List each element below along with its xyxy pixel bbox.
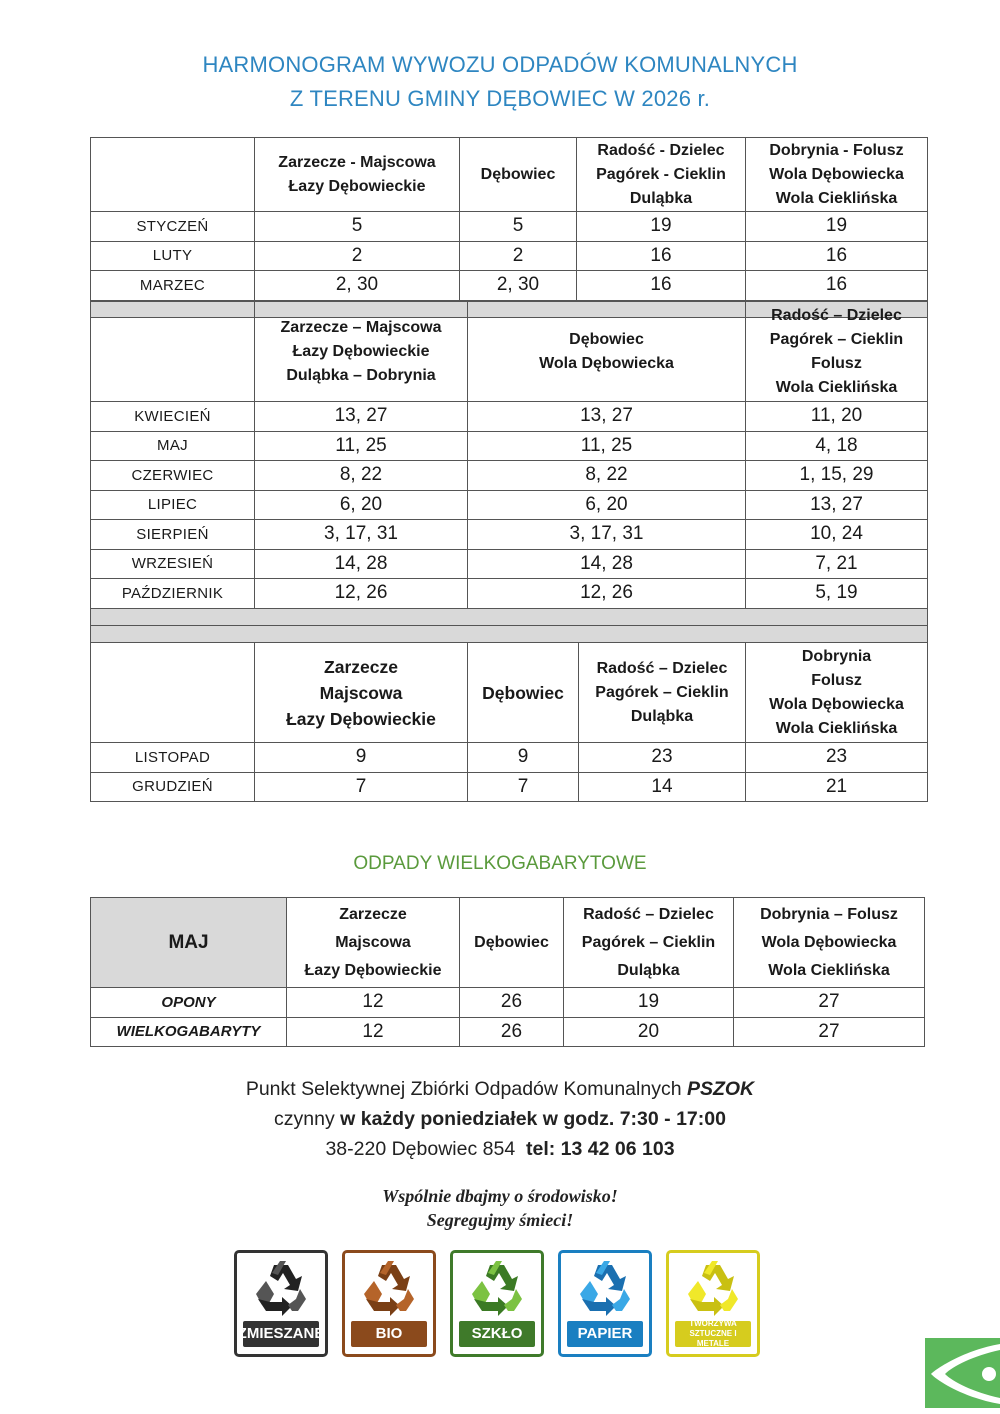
pickup-dates: 9 [468, 743, 579, 773]
bin-label-card [450, 1250, 544, 1357]
table-row [91, 520, 928, 550]
column-header: Dębowiec [460, 898, 564, 988]
schedule-table-apr-oct [90, 301, 928, 626]
month-label: MAJ [91, 431, 255, 461]
pickup-dates: 19 [577, 212, 746, 242]
pickup-date: 27 [734, 1017, 925, 1047]
column-header: Dobrynia Folusz Wola Dębowiecka Wola Cieklińska [746, 643, 928, 743]
bin-label-text: PAPIER [567, 1321, 643, 1347]
column-header: Zarzecze Majscowa Łazy Dębowieckie [255, 643, 468, 743]
table-row [91, 579, 928, 609]
pickup-date: 19 [564, 988, 734, 1018]
bulky-waste-table [90, 897, 925, 1047]
table-row [91, 461, 928, 491]
pickup-dates: 12, 26 [255, 579, 468, 609]
page-title-line2: Z TERENU GMINY DĘBOWIEC W 2026 r. [289, 86, 711, 111]
column-header: Dębowiec Wola Dębowiecka [468, 302, 746, 402]
column-header: Zarzecze - Majscowa Łazy Dębowieckie [255, 138, 460, 212]
slogan-line2: Segregujmy śmieci! [426, 1210, 574, 1230]
pickup-dates: 14, 28 [468, 549, 746, 579]
waste-bin-labels [234, 1250, 760, 1357]
month-label: CZERWIEC [91, 461, 255, 491]
column-header: Radość – Dzielec Pagórek – Cieklin Duląbka [564, 898, 734, 988]
pickup-dates: 23 [579, 743, 746, 773]
bin-label-card [234, 1250, 328, 1357]
column-header: Dębowiec [468, 643, 579, 743]
table-row [91, 241, 928, 271]
pickup-dates: 1, 15, 29 [746, 461, 928, 491]
month-label: GRUDZIEŃ [91, 772, 255, 802]
pszok-phone: tel: 13 42 06 103 [526, 1138, 675, 1160]
pickup-dates: 7, 21 [746, 549, 928, 579]
pickup-date: 12 [287, 1017, 460, 1047]
table-body [91, 402, 928, 626]
pickup-date: 20 [564, 1017, 734, 1047]
pickup-dates: 5 [460, 212, 577, 242]
pickup-dates: 7 [255, 772, 468, 802]
municipality-logo-icon [925, 1338, 1000, 1408]
recycle-icon [684, 1259, 742, 1317]
recycle-icon [576, 1259, 634, 1317]
table-row [91, 271, 928, 301]
pickup-dates: 8, 22 [255, 461, 468, 491]
month-label: PAŹDZIERNIK [91, 579, 255, 609]
schedule-table-nov-dec [90, 625, 928, 802]
pickup-dates: 2 [255, 241, 460, 271]
corner-cell [91, 643, 255, 743]
bin-label-card [558, 1250, 652, 1357]
month-label: MARZEC [91, 271, 255, 301]
pickup-dates: 16 [577, 241, 746, 271]
pickup-dates: 21 [746, 772, 928, 802]
recycle-icon [252, 1259, 310, 1317]
pickup-dates: 11, 20 [746, 402, 928, 432]
table-row [91, 772, 928, 802]
bin-label-card [666, 1250, 760, 1357]
pszok-hours-text: czynny [274, 1108, 341, 1130]
pickup-dates: 19 [746, 212, 928, 242]
corner-cell [91, 302, 255, 402]
column-header: Radość - Dzielec Pagórek - Cieklin Duląbka [577, 138, 746, 212]
pickup-dates: 11, 25 [468, 431, 746, 461]
pickup-dates: 13, 27 [255, 402, 468, 432]
table-row [91, 212, 928, 242]
pickup-dates: 2 [460, 241, 577, 271]
month-label: KWIECIEŃ [91, 402, 255, 432]
bin-label-text: BIO [351, 1321, 427, 1347]
pszok-hours [0, 1108, 1000, 1131]
pickup-dates: 12, 26 [468, 579, 746, 609]
pickup-dates: 16 [746, 271, 928, 301]
pickup-dates: 11, 25 [255, 431, 468, 461]
recycle-icon [468, 1259, 526, 1317]
table-row [91, 988, 925, 1018]
pickup-dates: 23 [746, 743, 928, 773]
table-row [91, 402, 928, 432]
table-row [91, 549, 928, 579]
month-label: STYCZEŃ [91, 212, 255, 242]
table-header-row [91, 302, 928, 402]
table-row [91, 490, 928, 520]
pszok-acronym: PSZOK [686, 1078, 755, 1100]
table-header-row [91, 138, 928, 212]
column-header: Dębowiec [460, 138, 577, 212]
pickup-dates: 9 [255, 743, 468, 773]
column-header: Dobrynia – Folusz Wola Dębowiecka Wola Cieklińska [734, 898, 925, 988]
waste-type-label: WIELKOGABARYTY [91, 1017, 287, 1047]
table-row [91, 431, 928, 461]
pszok-hours-value: w każdy poniedziałek w godz. 7:30 - 17:00 [340, 1108, 726, 1130]
table-header-row [91, 643, 928, 743]
table-header-row [91, 898, 925, 988]
column-header: Zarzecze – Majscowa Łazy Dębowieckie Duląbka – Dobrynia [255, 302, 468, 402]
pickup-dates: 2, 30 [460, 271, 577, 301]
pickup-dates: 14, 28 [255, 549, 468, 579]
separator-row [91, 608, 928, 625]
corner-cell [91, 138, 255, 212]
pickup-date: 12 [287, 988, 460, 1018]
month-label: LUTY [91, 241, 255, 271]
slogan-line1: Wspólnie dbajmy o środowisko! [382, 1186, 618, 1206]
bin-label-text: SZKŁO [459, 1321, 535, 1347]
pickup-dates: 6, 20 [255, 490, 468, 520]
separator [91, 626, 928, 643]
pickup-dates: 13, 27 [746, 490, 928, 520]
month-header: MAJ [91, 898, 287, 988]
recycle-icon [360, 1259, 418, 1317]
column-header: Dobrynia - Folusz Wola Dębowiecka Wola Cieklińska [746, 138, 928, 212]
pszok-address [0, 1138, 1000, 1161]
bulky-waste-title: ODPADY WIELKOGABARYTOWE [353, 853, 647, 874]
separator [91, 608, 928, 625]
pickup-dates: 14 [579, 772, 746, 802]
month-label: WRZESIEŃ [91, 549, 255, 579]
table-row [91, 743, 928, 773]
pickup-date: 26 [460, 1017, 564, 1047]
pickup-dates: 5 [255, 212, 460, 242]
pickup-dates: 4, 18 [746, 431, 928, 461]
pickup-date: 26 [460, 988, 564, 1018]
pickup-dates: 5, 19 [746, 579, 928, 609]
column-header: Radość – Dzielec Pagórek – Cieklin Duląbka [579, 643, 746, 743]
pickup-dates: 2, 30 [255, 271, 460, 301]
month-label: SIERPIEŃ [91, 520, 255, 550]
pickup-dates: 8, 22 [468, 461, 746, 491]
bin-label-text: ZMIESZANE [243, 1321, 319, 1347]
month-label: LIPIEC [91, 490, 255, 520]
month-label: LISTOPAD [91, 743, 255, 773]
column-header: Zarzecze Majscowa Łazy Dębowieckie [287, 898, 460, 988]
pszok-address-text: 38-220 Dębowiec 854 [325, 1138, 527, 1160]
pickup-dates: 13, 27 [468, 402, 746, 432]
table-row [91, 1017, 925, 1047]
bin-label-card [342, 1250, 436, 1357]
pickup-date: 27 [734, 988, 925, 1018]
pickup-dates: 16 [746, 241, 928, 271]
separator-row [91, 626, 928, 643]
pickup-dates: 3, 17, 31 [468, 520, 746, 550]
pickup-dates: 16 [577, 271, 746, 301]
bin-label-text: TWORZYWA SZTUCZNE I METALE [675, 1321, 751, 1347]
page-title-line1: HARMONOGRAM WYWOZU ODPADÓW KOMUNALNYCH [202, 52, 798, 77]
pickup-dates: 7 [468, 772, 579, 802]
column-header: Radość – Dzielec Pagórek – Cieklin Folusz Wola Cieklińska [746, 302, 928, 402]
waste-type-label: OPONY [91, 988, 287, 1018]
pszok-name [0, 1078, 1000, 1101]
pszok-name-text: Punkt Selektywnej Zbiórki Odpadów Komunalnych [245, 1078, 687, 1100]
pickup-dates: 6, 20 [468, 490, 746, 520]
pickup-dates: 10, 24 [746, 520, 928, 550]
pickup-dates: 3, 17, 31 [255, 520, 468, 550]
schedule-table-jan-mar [90, 137, 928, 318]
